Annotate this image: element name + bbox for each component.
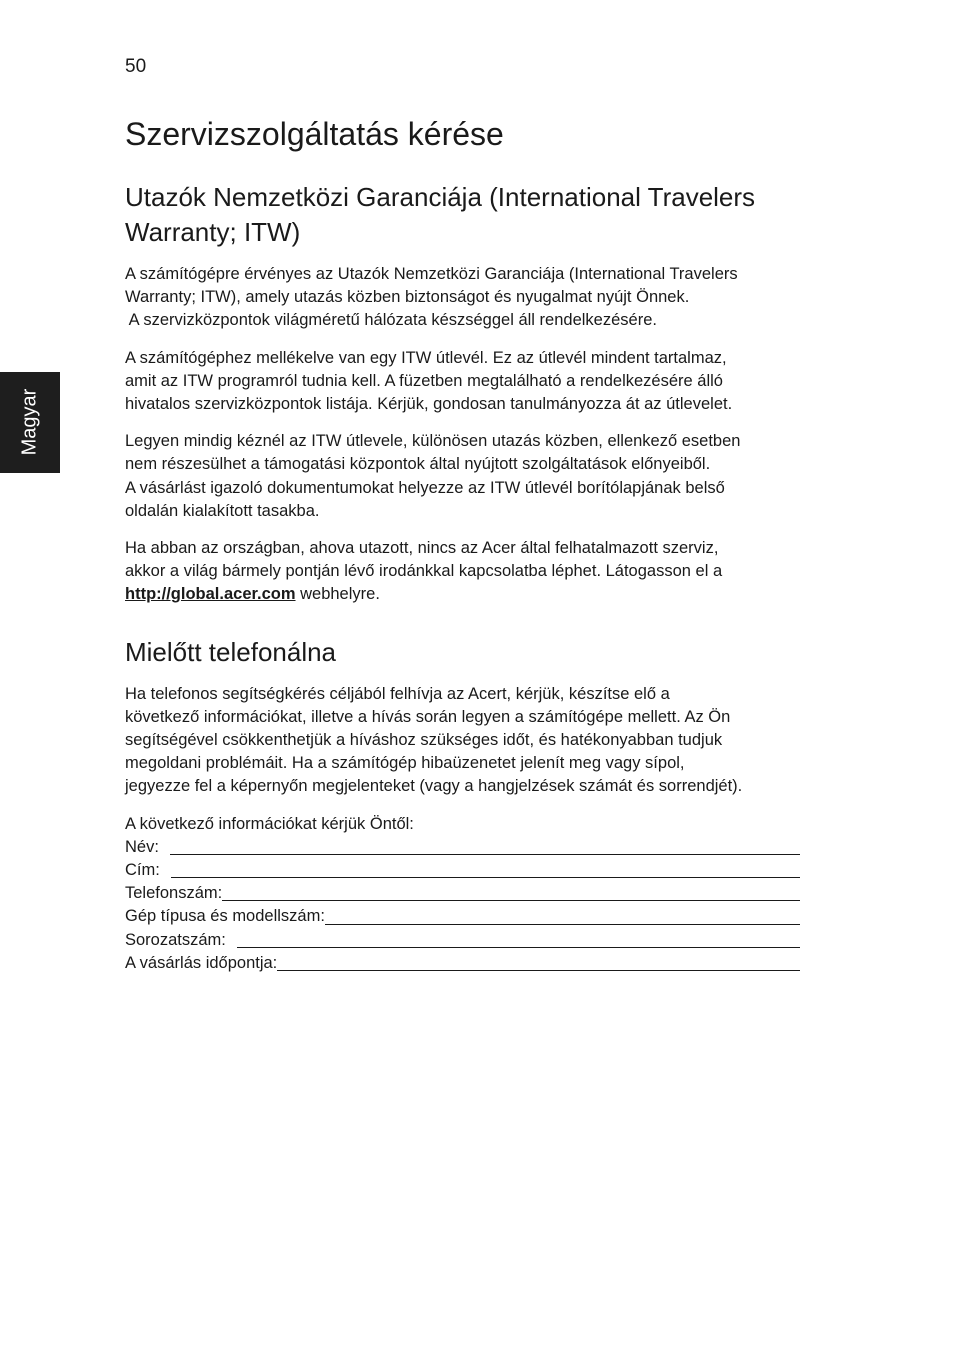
section-heading-line: Warranty; ITW): [125, 217, 301, 247]
form-field-phone: [125, 882, 800, 905]
text-line: Warranty; ITW), amely utazás közben biztonságot és nyugalmat nyújt Önnek.: [125, 288, 690, 307]
section-heading-line: Utazók Nemzetközi Garanciája (International Travelers: [125, 182, 756, 212]
text-line: segítségével csökkenthetjük a híváshoz szükséges időt, és hatékonyabban tudjuk: [125, 731, 723, 750]
field-label: Gép típusa és modellszám:: [125, 907, 325, 926]
serial-blank-line[interactable]: [237, 946, 800, 948]
paragraph-itw-keep: [125, 430, 825, 523]
paragraph-itw-intro: [125, 263, 825, 333]
text-line: oldalán kialakított tasakba.: [125, 501, 320, 520]
text-line: Ha abban az országban, ahova utazott, nincs az Acer által felhatalmazott szerviz,: [125, 539, 719, 558]
field-label: Telefonszám:: [125, 884, 223, 903]
paragraph-itw-contact: [125, 537, 825, 607]
form-intro: A következő információkat kérjük Öntől:: [125, 814, 414, 833]
field-label: Cím:: [125, 861, 160, 880]
address-blank-line[interactable]: [171, 876, 800, 878]
field-label: Név:: [125, 837, 159, 856]
field-label: A vásárlás időpontja:: [125, 953, 278, 972]
language-side-tab: [0, 372, 60, 473]
purchase-date-blank-line[interactable]: [277, 969, 800, 971]
acer-website-link[interactable]: http://global.acer.com: [125, 585, 296, 604]
text-line: A számítógéphez mellékelve van egy ITW útlevél. Ez az útlevél mindent tartalmaz,: [125, 348, 727, 367]
form-field-serial: [125, 929, 800, 952]
language-tab-label: Magyar: [18, 388, 41, 456]
name-blank-line[interactable]: [170, 853, 800, 855]
paragraph-before-call: [125, 683, 825, 799]
text-line: következő információkat, illetve a hívás során legyen a számítógépe mellett. Az Ön: [125, 707, 731, 726]
field-label: Sorozatszám:: [125, 930, 226, 949]
text-line: nem részesülhet a támogatási központok által nyújtott szolgáltatások előnyeiből.: [125, 455, 711, 474]
paragraph-itw-passport: [125, 347, 825, 417]
text-line: Ha telefonos segítségkérés céljából felhívja az Acert, kérjük, készítse elő a: [125, 684, 670, 703]
page-number: 50: [125, 56, 147, 77]
link-tail-text: webhelyre.: [295, 585, 380, 604]
page-content: [125, 114, 825, 975]
text-line: A vásárlást igazoló dokumentumokat helyezze az ITW útlevél borítólapjának belső: [125, 478, 725, 497]
text-line: A szervizközpontok világméretű hálózata készséggel áll rendelkezésére.: [125, 311, 657, 330]
form-field-purchase-date: [125, 952, 800, 975]
form-field-model: [125, 905, 800, 928]
phone-blank-line[interactable]: [222, 899, 800, 901]
model-blank-line[interactable]: [325, 923, 800, 925]
text-line: jegyezze fel a képernyőn megjelenteket (vagy a hangjelzések számát és sorrendjét).: [125, 777, 743, 796]
page-title: Szervizszolgáltatás kérése: [125, 116, 504, 152]
text-line: [125, 583, 825, 606]
text-line: Legyen mindig kéznél az ITW útlevele, különösen utazás közben, ellenkező esetben: [125, 432, 741, 451]
text-line: megoldani problémáit. Ha a számítógép hibaüzenetet jelenít meg vagy sípol,: [125, 754, 685, 773]
text-line: akkor a világ bármely pontján lévő irodánkkal kapcsolatba léphet. Látogasson el a: [125, 562, 723, 581]
section-heading-itw: [125, 180, 825, 250]
text-line: amit az ITW programról tudnia kell. A füzetben megtalálható a rendelkezésére álló: [125, 371, 723, 390]
text-line: A számítógépre érvényes az Utazók Nemzetközi Garanciája (International Travelers: [125, 265, 738, 283]
form-field-name: [125, 836, 800, 859]
section-heading-before-call: Mielőtt telefonálna: [125, 636, 337, 667]
text-line: hivatalos szervizközpontok listája. Kérjük, gondosan tanulmányozza át az útlevelet.: [125, 395, 733, 414]
form-field-address: [125, 859, 800, 882]
